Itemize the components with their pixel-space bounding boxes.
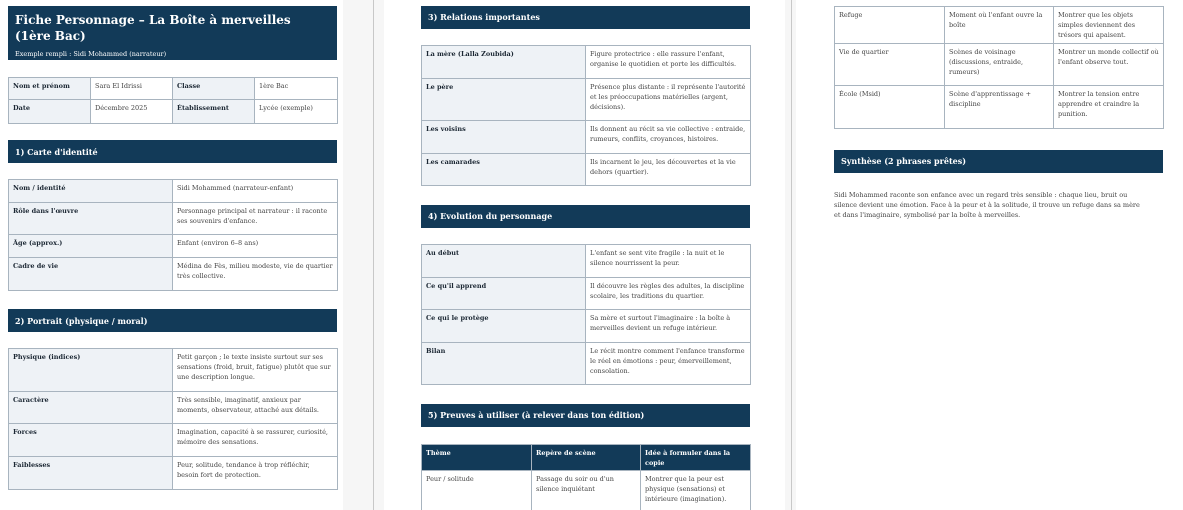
identity-table <box>8 179 338 291</box>
relations-table <box>421 45 751 186</box>
document-page-1 <box>0 0 343 510</box>
table-cell: Enfant (environ 6–8 ans) <box>173 235 338 258</box>
table-cell: Présence plus distante : il représente l'autorité et les préoccupations matérielles (argent, décisions). <box>586 79 751 121</box>
table-cell: Nom / identité <box>9 180 173 203</box>
table-cell: Montrer que les objets simples deviennent des trésors qui apaisent. <box>1054 7 1164 44</box>
table-cell: Les voisins <box>422 121 586 154</box>
table-cell: Nom et prénom <box>9 78 91 100</box>
table-cell: Ils donnent au récit sa vie collective : entraide, rumeurs, conflits, croyances, histoires. <box>586 121 751 154</box>
section-title: Synthèse (2 phrases prêtes) <box>841 156 967 166</box>
page-divider <box>373 0 374 510</box>
table-row <box>422 154 751 186</box>
section-header <box>421 6 750 29</box>
table-cell: Caractère <box>9 392 173 424</box>
table-cell: Personnage principal et narrateur : il raconte ses souvenirs d'enfance. <box>173 203 338 235</box>
table-cell: Petit garçon ; le texte insiste surtout sur ses sensations (froid, bruit, fatigue) plutôt que sur une description longue. <box>173 349 338 392</box>
table-cell: Vie de quartier <box>835 44 945 86</box>
table-row <box>422 343 751 385</box>
table-row <box>9 100 338 124</box>
table-cell: Refuge <box>835 7 945 44</box>
document-page-3 <box>796 0 1183 510</box>
document-subtitle: Exemple rempli : Sidi Mohammed (narrateur) <box>15 50 167 58</box>
document-page-2 <box>384 0 785 510</box>
table-row <box>9 235 338 258</box>
table-cell: Montrer que la peur est physique (sensations) et intérieure (imagination). <box>641 471 751 510</box>
table-row <box>9 78 338 100</box>
table-cell: Date <box>9 100 91 124</box>
table-cell: École (Msid) <box>835 86 945 129</box>
table-cell: Moment où l'enfant ouvre la boîte <box>945 7 1054 44</box>
table-cell: Ce qu'il apprend <box>422 278 586 310</box>
table-cell: Rôle dans l'œuvre <box>9 203 173 235</box>
evidence-table-continued <box>834 6 1164 129</box>
table-cell: L'enfant se sent vite fragile : la nuit et le silence nourrissent la peur. <box>586 245 751 278</box>
table-row <box>9 349 338 392</box>
table-row <box>9 258 338 291</box>
section-header <box>8 140 337 163</box>
section-title: 4) Evolution du personnage <box>428 211 553 221</box>
table-row <box>9 180 338 203</box>
table-row <box>422 310 751 343</box>
portrait-table <box>8 348 338 490</box>
column-header: Repère de scène <box>532 445 641 471</box>
section-header <box>8 309 337 332</box>
table-cell: Sidi Mohammed (narrateur-enfant) <box>173 180 338 203</box>
section-title: 1) Carte d'identité <box>15 147 98 157</box>
table-cell: Faiblesses <box>9 457 173 490</box>
table-row <box>422 245 751 278</box>
table-cell: Le récit montre comment l'enfance transforme le réel en émotions : peur, émerveillement, consolation. <box>586 343 751 385</box>
table-cell: Décembre 2025 <box>91 100 173 124</box>
table-row <box>9 392 338 424</box>
table-cell: Scène d'apprentissage + discipline <box>945 86 1054 129</box>
table-row <box>422 121 751 154</box>
table-cell: Montrer la tension entre apprendre et craindre la punition. <box>1054 86 1164 129</box>
table-row <box>422 46 751 79</box>
page-divider <box>791 0 792 510</box>
section-header <box>834 150 1163 173</box>
section-title: 5) Preuves à utiliser (à relever dans ton édition) <box>428 410 645 420</box>
table-row <box>835 86 1164 129</box>
table-cell: Montrer un monde collectif où l'enfant observe tout. <box>1054 44 1164 86</box>
table-cell: Ils incarnent le jeu, les découvertes et la vie dehors (quartier). <box>586 154 751 186</box>
document-header <box>8 6 337 60</box>
table-cell: Les camarades <box>422 154 586 186</box>
table-cell: Âge (approx.) <box>9 235 173 258</box>
evolution-table <box>421 244 751 385</box>
table-cell: Sa mère et surtout l'imaginaire : la boîte à merveilles devient un refuge intérieur. <box>586 310 751 343</box>
table-cell: Sara El Idrissi <box>91 78 173 100</box>
table-row <box>835 44 1164 86</box>
table-cell: Peur / solitude <box>422 471 532 510</box>
table-cell: Imagination, capacité à se rassurer, curiosité, mémoire des sensations. <box>173 424 338 457</box>
table-cell: Cadre de vie <box>9 258 173 291</box>
table-row <box>9 424 338 457</box>
section-title: 2) Portrait (physique / moral) <box>15 316 148 326</box>
student-info-table <box>8 77 338 124</box>
table-cell: Classe <box>173 78 255 100</box>
table-cell: Scènes de voisinage (discussions, entraide, rumeurs) <box>945 44 1054 86</box>
table-header-row <box>422 445 751 471</box>
column-header: Thème <box>422 445 532 471</box>
section-header <box>421 205 750 228</box>
table-row <box>835 7 1164 44</box>
table-cell: La mère (Lalla Zoubida) <box>422 46 586 79</box>
table-cell: Au début <box>422 245 586 278</box>
table-cell: Très sensible, imaginatif, anxieux par moments, observateur, attaché aux détails. <box>173 392 338 424</box>
table-cell: Peur, solitude, tendance à trop réfléchir, besoin fort de protection. <box>173 457 338 490</box>
table-cell: Lycée (exemple) <box>255 100 338 124</box>
section-header <box>421 404 750 427</box>
table-row <box>422 278 751 310</box>
table-row <box>422 471 751 510</box>
table-cell: Physique (indices) <box>9 349 173 392</box>
document-title: Fiche Personnage – La Boîte à merveilles (1ère Bac) <box>15 13 291 43</box>
table-cell: Bilan <box>422 343 586 385</box>
table-cell: 1ère Bac <box>255 78 338 100</box>
synthesis-paragraph: Sidi Mohammed raconte son enfance avec un regard très sensible : chaque lieu, bruit ou silence devient une émotion. Face à la peur et à la solitude, il trouve un refuge dans sa mère et dans l'imaginaire, symbolisé par la boîte à merveilles. <box>834 191 1140 219</box>
table-cell: Il découvre les règles des adultes, la discipline scolaire, les traditions du quartier. <box>586 278 751 310</box>
column-header: Idée à formuler dans la copie <box>641 445 751 471</box>
evidence-table <box>421 444 751 510</box>
table-row <box>9 203 338 235</box>
table-cell: Établissement <box>173 100 255 124</box>
table-cell: Forces <box>9 424 173 457</box>
table-cell: Passage du soir ou d'un silence inquiétant <box>532 471 641 510</box>
table-row <box>9 457 338 490</box>
table-cell: Figure protectrice : elle rassure l'enfant, organise le quotidien et porte les difficultés. <box>586 46 751 79</box>
table-cell: Le père <box>422 79 586 121</box>
table-cell: Ce qui le protège <box>422 310 586 343</box>
section-title: 3) Relations importantes <box>428 12 540 22</box>
table-cell: Médina de Fès, milieu modeste, vie de quartier très collective. <box>173 258 338 291</box>
table-row <box>422 79 751 121</box>
